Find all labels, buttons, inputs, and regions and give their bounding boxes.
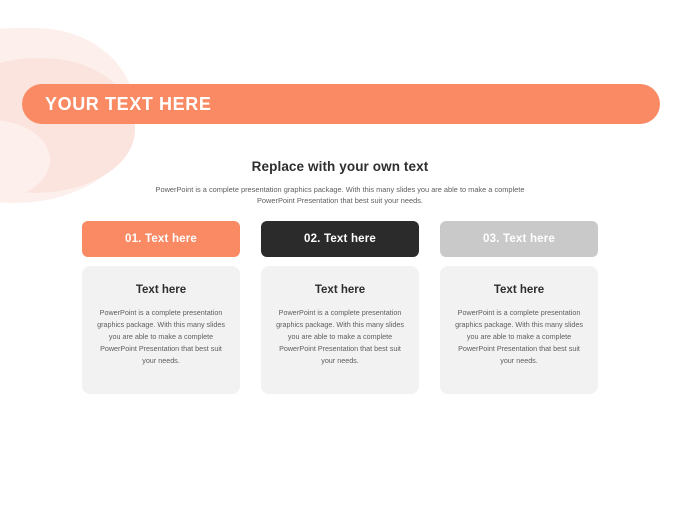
column-chip-label-02: 02. Text here bbox=[303, 233, 377, 245]
column-03 bbox=[440, 221, 598, 394]
column-card-title-01: Text here bbox=[135, 284, 187, 296]
subtitle-paragraph: PowerPoint is a complete presentation graphics package. With this many slides you are able to make a complete PowerPoint Presentation that best suit your needs. bbox=[155, 185, 525, 206]
subtitle-block bbox=[0, 159, 680, 207]
column-card-body-01: PowerPoint is a complete presentation graphics package. With this many slides you are able to make a complete PowerPoint Presentation that best suit your needs. bbox=[97, 308, 225, 365]
column-chip-label-03: 03. Text here bbox=[482, 233, 556, 245]
columns-container bbox=[82, 221, 598, 394]
column-card-01 bbox=[82, 266, 240, 394]
column-01 bbox=[82, 221, 240, 394]
column-chip-01[interactable] bbox=[82, 221, 240, 257]
page-title: YOUR TEXT HERE bbox=[45, 93, 212, 114]
column-card-02 bbox=[261, 266, 419, 394]
column-card-title-02: Text here bbox=[314, 284, 366, 296]
column-02 bbox=[261, 221, 419, 394]
column-chip-03[interactable] bbox=[440, 221, 598, 257]
column-chip-label-01: 01. Text here bbox=[124, 233, 198, 245]
column-card-03 bbox=[440, 266, 598, 394]
title-banner bbox=[22, 84, 660, 124]
column-card-body-02: PowerPoint is a complete presentation graphics package. With this many slides you are able to make a complete PowerPoint Presentation that best suit your needs. bbox=[276, 308, 404, 365]
subtitle-heading: Replace with your own text bbox=[251, 159, 429, 174]
column-chip-02[interactable] bbox=[261, 221, 419, 257]
column-card-body-03: PowerPoint is a complete presentation graphics package. With this many slides you are able to make a complete PowerPoint Presentation that best suit your needs. bbox=[455, 308, 583, 365]
column-card-title-03: Text here bbox=[493, 284, 545, 296]
